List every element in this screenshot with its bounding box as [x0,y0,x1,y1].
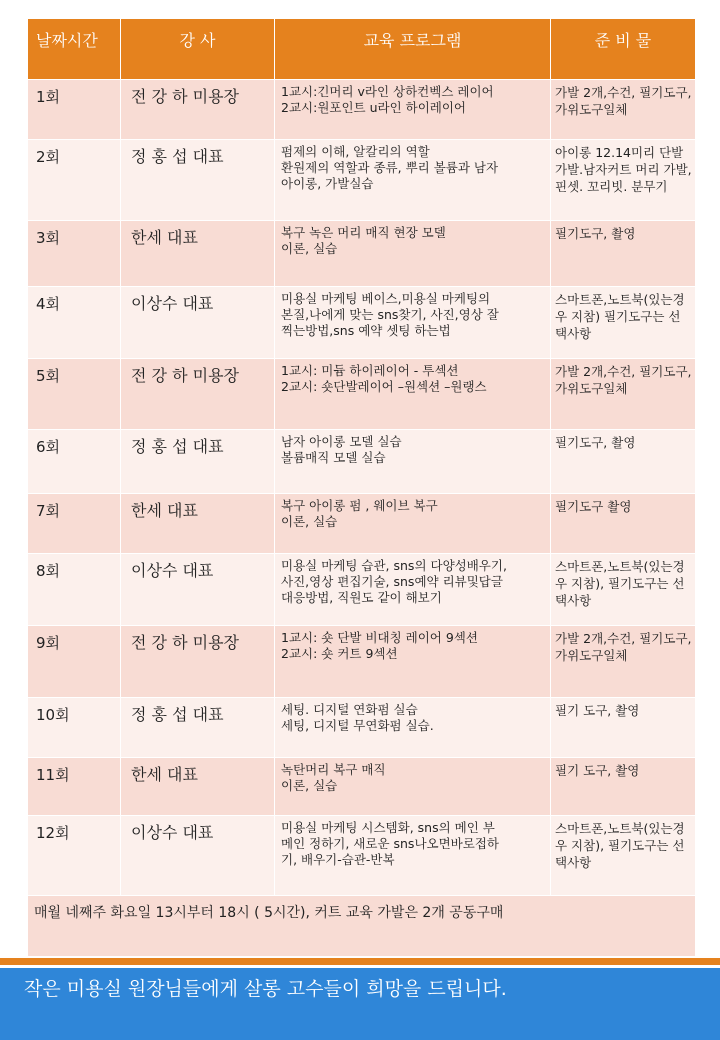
table-row [28,626,696,698]
table-row [28,816,696,896]
program-line: 2교시: 숏 커트 9섹션 [281,646,398,661]
materials-cell: 필기 도구, 촬영 [551,698,696,758]
footer-row [28,896,696,957]
materials-cell: 필기도구, 촬영 [551,430,696,494]
instructor-name: 전 강 하 미용장 [121,626,275,698]
header-row [28,19,696,80]
session-number: 2회 [28,140,121,221]
program-cell [275,698,551,758]
table-row [28,698,696,758]
slogan-text: 작은 미용실 원장님들에게 살롱 고수들이 희망을 드립니다. [24,978,507,1000]
program-line: 1교시:긴머리 v라인 상하컨벡스 레이어 [281,84,494,99]
program-line: 펌제의 이해, 알칼리의 역할 [281,144,430,159]
slogan-banner [0,968,720,1040]
materials-cell: 스마트폰,노트북(있는경우 지참) 필기도구는 선택사항 [551,287,696,359]
program-line: 기, 배우기-습관-반복 [281,852,395,867]
program-line: 남자 아이롱 모델 실습 [281,434,402,449]
schedule-table [27,18,696,957]
program-line: 미용실 마케팅 시스템화, sns의 메인 부 [281,820,495,835]
program-line: 볼륨매직 모델 실습 [281,450,386,465]
table-row [28,287,696,359]
program-line: 이론, 실습 [281,241,338,256]
program-line: 1교시: 미듐 하이레이어 - 투섹션 [281,363,459,378]
header-program: 교육 프로그램 [275,19,551,80]
program-line: 복구 아이롱 펌 , 웨이브 복구 [281,498,438,513]
session-number: 3회 [28,221,121,287]
program-cell [275,816,551,896]
program-cell [275,494,551,554]
table-row [28,494,696,554]
header-date-time: 날짜시간 [28,19,121,80]
program-line: 아이롱, 가발실습 [281,176,374,191]
instructor-name: 정 홍 섭 대표 [121,698,275,758]
session-number: 8회 [28,554,121,626]
program-line: 1교시: 숏 단발 비대칭 레이어 9섹션 [281,630,478,645]
footer-note: 매월 네째주 화요일 13시부터 18시 ( 5시간), 커트 교육 가발은 2개 공동구매 [28,896,696,957]
program-line: 메인 정하기, 새로운 sns나오면바로접하 [281,836,499,851]
session-number: 12회 [28,816,121,896]
schedule-sheet [27,18,695,957]
program-cell [275,626,551,698]
program-cell [275,80,551,140]
program-line: 세팅, 디지털 무연화펌 실습. [281,718,434,733]
instructor-name: 이상수 대표 [121,554,275,626]
orange-divider [0,958,720,965]
program-cell [275,758,551,816]
instructor-name: 이상수 대표 [121,287,275,359]
header-instructor: 강 사 [121,19,275,80]
program-cell [275,287,551,359]
program-cell [275,430,551,494]
table-row [28,554,696,626]
instructor-name: 전 강 하 미용장 [121,359,275,430]
materials-cell: 스마트폰,노트북(있는경우 지참), 필기도구는 선택사항 [551,816,696,896]
table-row [28,221,696,287]
program-line: 2교시: 숏단발레이어 –원섹션 –원랭스 [281,379,487,394]
session-number: 1회 [28,80,121,140]
program-line: 복구 녹은 머리 매직 현장 모델 [281,225,446,240]
program-line: 대응방법, 직원도 같이 해보기 [281,590,442,605]
table-row [28,359,696,430]
program-cell [275,221,551,287]
session-number: 7회 [28,494,121,554]
materials-cell: 가발 2개,수건, 필기도구,가위도구일체 [551,626,696,698]
session-number: 6회 [28,430,121,494]
materials-cell: 아이롱 12.14미리 단발가발.남자커트 머리 가발,핀셋. 꼬리빗. 분무기 [551,140,696,221]
program-cell [275,554,551,626]
session-number: 10회 [28,698,121,758]
program-line: 미용실 마케팅 습관, sns의 다양성배우기, [281,558,507,573]
program-line: 찍는방법,sns 예약 셋팅 하는법 [281,323,451,338]
materials-cell: 가발 2개,수건, 필기도구,가위도구일체 [551,80,696,140]
materials-cell: 가발 2개,수건, 필기도구,가위도구일체 [551,359,696,430]
instructor-name: 정 홍 섭 대표 [121,430,275,494]
materials-cell: 필기도구, 촬영 [551,221,696,287]
table-row [28,430,696,494]
materials-cell: 필기도구 촬영 [551,494,696,554]
program-line: 2교시:원포인트 u라인 하이레이어 [281,100,467,115]
table-row [28,80,696,140]
session-number: 11회 [28,758,121,816]
program-line: 이론, 실습 [281,514,338,529]
table-row [28,140,696,221]
table-row [28,758,696,816]
instructor-name: 정 홍 섭 대표 [121,140,275,221]
materials-cell: 스마트폰,노트북(있는경우 지참), 필기도구는 선택사항 [551,554,696,626]
program-line: 이론, 실습 [281,778,338,793]
program-line: 세팅. 디지털 연화펌 실습 [281,702,418,717]
session-number: 9회 [28,626,121,698]
session-number: 4회 [28,287,121,359]
header-materials: 준 비 물 [551,19,696,80]
instructor-name: 전 강 하 미용장 [121,80,275,140]
program-line: 녹탄머리 복구 매직 [281,762,386,777]
program-line: 사진,영상 편집기술, sns예약 리뷰및답글 [281,574,503,589]
materials-cell: 필기 도구, 촬영 [551,758,696,816]
program-line: 미용실 마케팅 베이스,미용실 마케팅의 [281,291,491,306]
session-number: 5회 [28,359,121,430]
instructor-name: 이상수 대표 [121,816,275,896]
program-cell [275,359,551,430]
program-line: 환원제의 역할과 종류, 뿌리 볼륨과 남자 [281,160,499,175]
instructor-name: 한세 대표 [121,758,275,816]
instructor-name: 한세 대표 [121,494,275,554]
instructor-name: 한세 대표 [121,221,275,287]
program-cell [275,140,551,221]
program-line: 본질,나에게 맞는 sns찾기, 사진,영상 잘 [281,307,499,322]
